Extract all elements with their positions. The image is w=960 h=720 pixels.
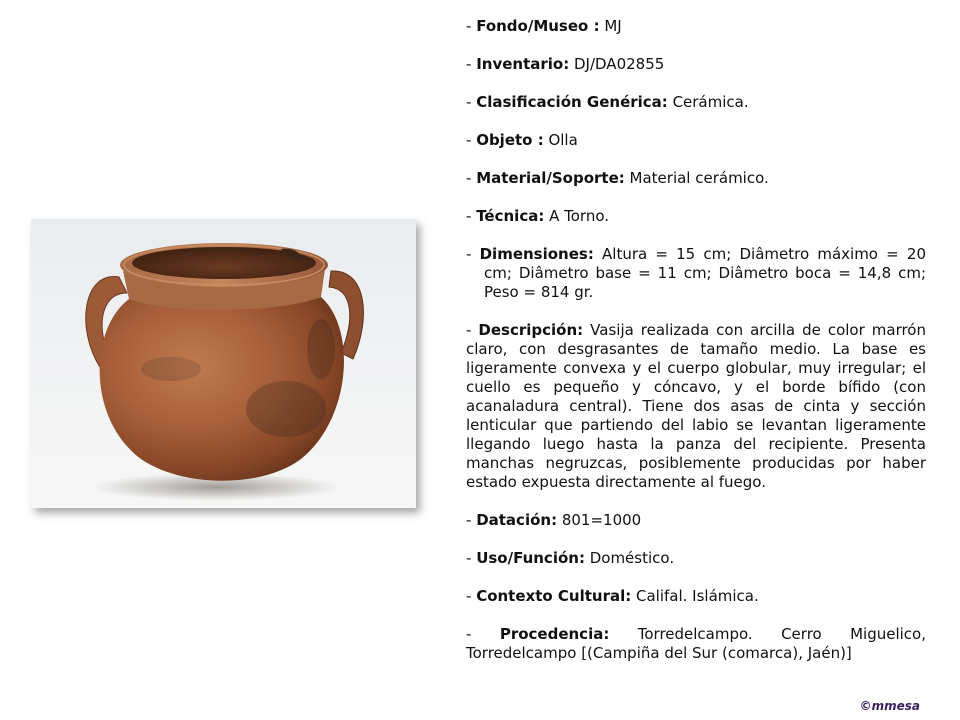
field-label: Procedencia: — [499, 625, 610, 643]
field-value: Doméstico. — [584, 549, 675, 567]
field-label: Inventario: — [476, 55, 570, 73]
field-value: Califal. Islámica. — [631, 587, 759, 605]
field-label: Descripción: — [478, 321, 584, 339]
field-value: Altura = 15 cm; Diâmetro máximo = 20 cm; Diâmetro base = 11 cm; Diâmetro boca = 14,8 cm; Peso = 814 gr. — [484, 245, 927, 301]
field-datacion: - Datación: 801=1000 — [466, 511, 642, 529]
catalog-record — [466, 17, 926, 663]
field-label: Clasificación Genérica: — [476, 93, 668, 111]
olla-illustration — [31, 219, 416, 508]
field-value: MJ — [599, 17, 622, 35]
field-value: Olla — [543, 131, 578, 149]
field-value: 801=1000 — [557, 511, 642, 529]
field-value: Torredelcampo. Cerro Miguelico, Torredelcampo [(Campiña del Sur (comarca), Jaén)] — [466, 625, 927, 662]
field-label: Objeto : — [476, 131, 544, 149]
field-material: - Material/Soporte: Material cerámico. — [466, 169, 769, 187]
field-label: Material/Soporte: — [476, 169, 625, 187]
field-descripcion: - Descripción: Vasija realizada con arcilla de color marrón claro, con desgrasantes de tamaño medio. La base es ligeramente convexa y el cuerpo globular, muy irregular; el cuello es pequeño y cóncavo, y el borde bífido (con acanaladura central). Tiene dos asas de cinta y sección lenticular que partiendo del labio se levantan ligeramente llegando luego hasta la panza del recipiente. Presenta manchas negruzcas, posiblemente producidas por haber estado expuesta directamente al fuego. — [466, 321, 926, 491]
pottery-photo — [31, 219, 416, 508]
field-label: Datación: — [476, 511, 558, 529]
field-procedencia: - Procedencia: Torredelcampo. Cerro Miguelico, Torredelcampo [(Campiña del Sur (comarca), Jaén)] — [466, 625, 927, 662]
field-uso-funcion: - Uso/Función: Doméstico. — [466, 549, 675, 567]
field-label: Técnica: — [476, 207, 545, 225]
field-value: Material cerámico. — [624, 169, 769, 187]
field-fondo-museo: - Fondo/Museo : MJ — [466, 17, 622, 35]
field-contexto-cultural: - Contexto Cultural: Califal. Islámica. — [466, 587, 759, 605]
field-clasificacion: - Clasificación Genérica: Cerámica. — [466, 93, 749, 111]
field-value: Cerámica. — [667, 93, 749, 111]
field-label: Dimensiones: — [479, 245, 594, 263]
field-tecnica: - Técnica: A Torno. — [466, 207, 610, 225]
field-label: Uso/Función: — [476, 549, 585, 567]
field-label: Fondo/Museo : — [476, 17, 600, 35]
field-value: DJ/DA02855 — [569, 55, 665, 73]
field-objeto: - Objeto : Olla — [466, 131, 578, 149]
copyright-credit: ©mmesa — [859, 699, 920, 713]
field-inventario: - Inventario: DJ/DA02855 — [466, 55, 665, 73]
field-value: Vasija realizada con arcilla de color marrón claro, con desgrasantes de tamaño medio. La base es ligeramente convexa y el cuerpo globular, muy irregular; el cuello es pequeño y cóncavo, y el borde bífido (con acanaladura central). Tiene dos asas de cinta y sección lenticular que partiendo del labio se levantan ligeramente llegando luego hasta la panza del recipiente. Presenta manchas negruzcas, posiblemente producidas por haber estado expuesta directamente al fuego. — [466, 321, 926, 491]
field-value: A Torno. — [544, 207, 610, 225]
field-dimensiones: - Dimensiones: Altura = 15 cm; Diâmetro máximo = 20 cm; Diâmetro base = 11 cm; Diâmetro boca = 14,8 cm; Peso = 814 gr. — [466, 245, 927, 301]
field-label: Contexto Cultural: — [476, 587, 632, 605]
